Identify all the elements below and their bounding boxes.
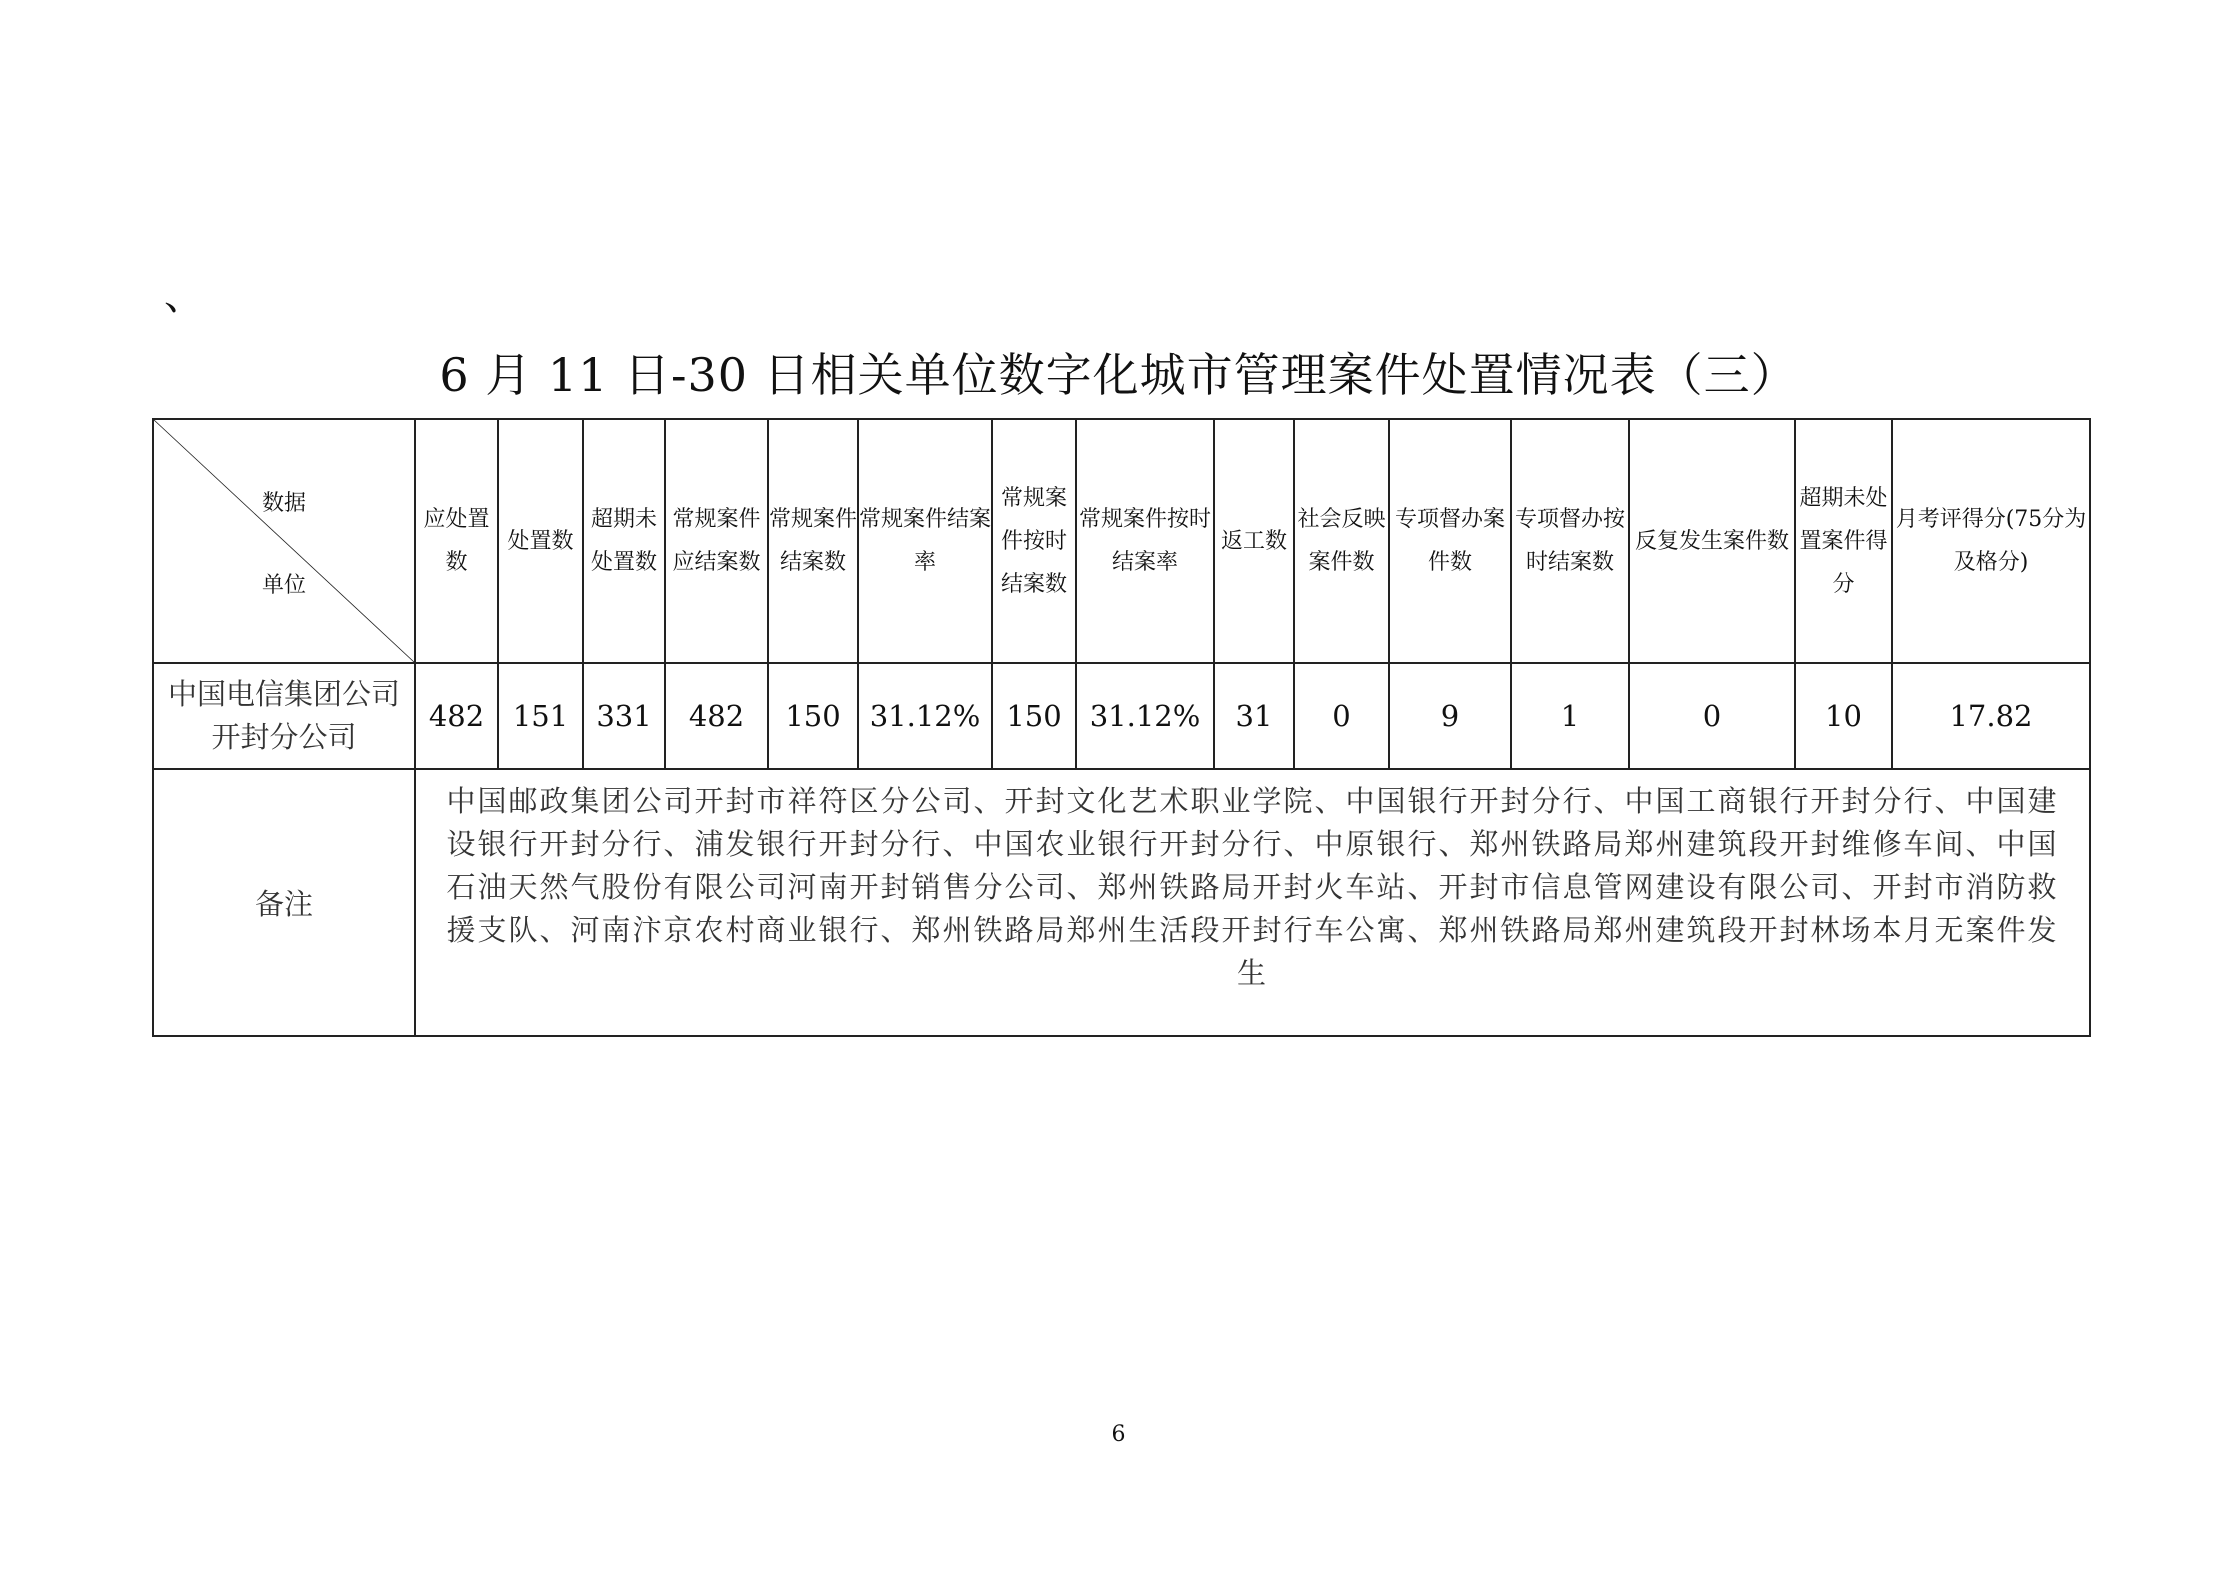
table-cell: 9 (1389, 663, 1511, 769)
diagonal-divider (154, 420, 414, 662)
table-cell: 151 (498, 663, 583, 769)
remark-text: 中国邮政集团公司开封市祥符区分公司、开封文化艺术职业学院、中国银行开封分行、中国工商银行开封分行、中国建设银行开封分行、浦发银行开封分行、中国农业银行开封分行、中原银行、郑州铁路局郑州建筑段开封维修车间、中国石油天然气股份有限公司河南开封销售分公司、郑州铁路局开封火车站、开封市信息管网建设有限公司、开封市消防救援支队、河南汴京农村商业银行、郑州铁路局郑州生活段开封行车公寓、郑州铁路局郑州建筑段开封林场本月无案件发生 (415, 769, 2090, 1036)
column-header: 常规案件应结案数 (665, 419, 768, 663)
page-number: 6 (1111, 1422, 1126, 1447)
table-cell: 482 (415, 663, 498, 769)
table-cell: 31 (1214, 663, 1294, 769)
case-disposal-table (152, 418, 2091, 1037)
column-header: 社会反映案件数 (1294, 419, 1389, 663)
column-header: 应处置数 (415, 419, 498, 663)
table-cell: 17.82 (1892, 663, 2090, 769)
column-header: 常规案件结案率 (858, 419, 992, 663)
table-cell: 331 (583, 663, 665, 769)
unit-name-cell: 中国电信集团公司开封分公司 (153, 663, 415, 769)
table-cell: 1 (1511, 663, 1629, 769)
table-row (153, 663, 2090, 769)
column-header: 专项督办案件数 (1389, 419, 1511, 663)
column-header: 常规案件结案数 (768, 419, 858, 663)
table-cell: 150 (992, 663, 1076, 769)
column-header: 处置数 (498, 419, 583, 663)
column-header: 超期未处置数 (583, 419, 665, 663)
table-cell: 0 (1629, 663, 1795, 769)
column-header: 反复发生案件数 (1629, 419, 1795, 663)
page-title: 6 月 11 日-30 日相关单位数字化城市管理案件处置情况表（三） (439, 348, 1798, 402)
corner-label-unit: 单位 (262, 573, 307, 598)
column-header: 常规案件按时结案数 (992, 419, 1076, 663)
corner-header-cell (153, 419, 415, 663)
table-cell: 31.12% (858, 663, 992, 769)
table-cell: 31.12% (1076, 663, 1214, 769)
punctuation-mark: 、 (164, 273, 204, 319)
header-row (153, 419, 2090, 663)
table-cell: 150 (768, 663, 858, 769)
column-header: 常规案件按时结案率 (1076, 419, 1214, 663)
remark-label: 备注 (153, 769, 415, 1036)
table-cell: 482 (665, 663, 768, 769)
remark-row (153, 769, 2090, 1036)
column-header: 返工数 (1214, 419, 1294, 663)
column-header: 专项督办按时结案数 (1511, 419, 1629, 663)
corner-label-data: 数据 (262, 491, 307, 516)
column-header: 月考评得分(75分为及格分) (1892, 419, 2090, 663)
column-header: 超期未处置案件得分 (1795, 419, 1892, 663)
table-cell: 0 (1294, 663, 1389, 769)
table-cell: 10 (1795, 663, 1892, 769)
